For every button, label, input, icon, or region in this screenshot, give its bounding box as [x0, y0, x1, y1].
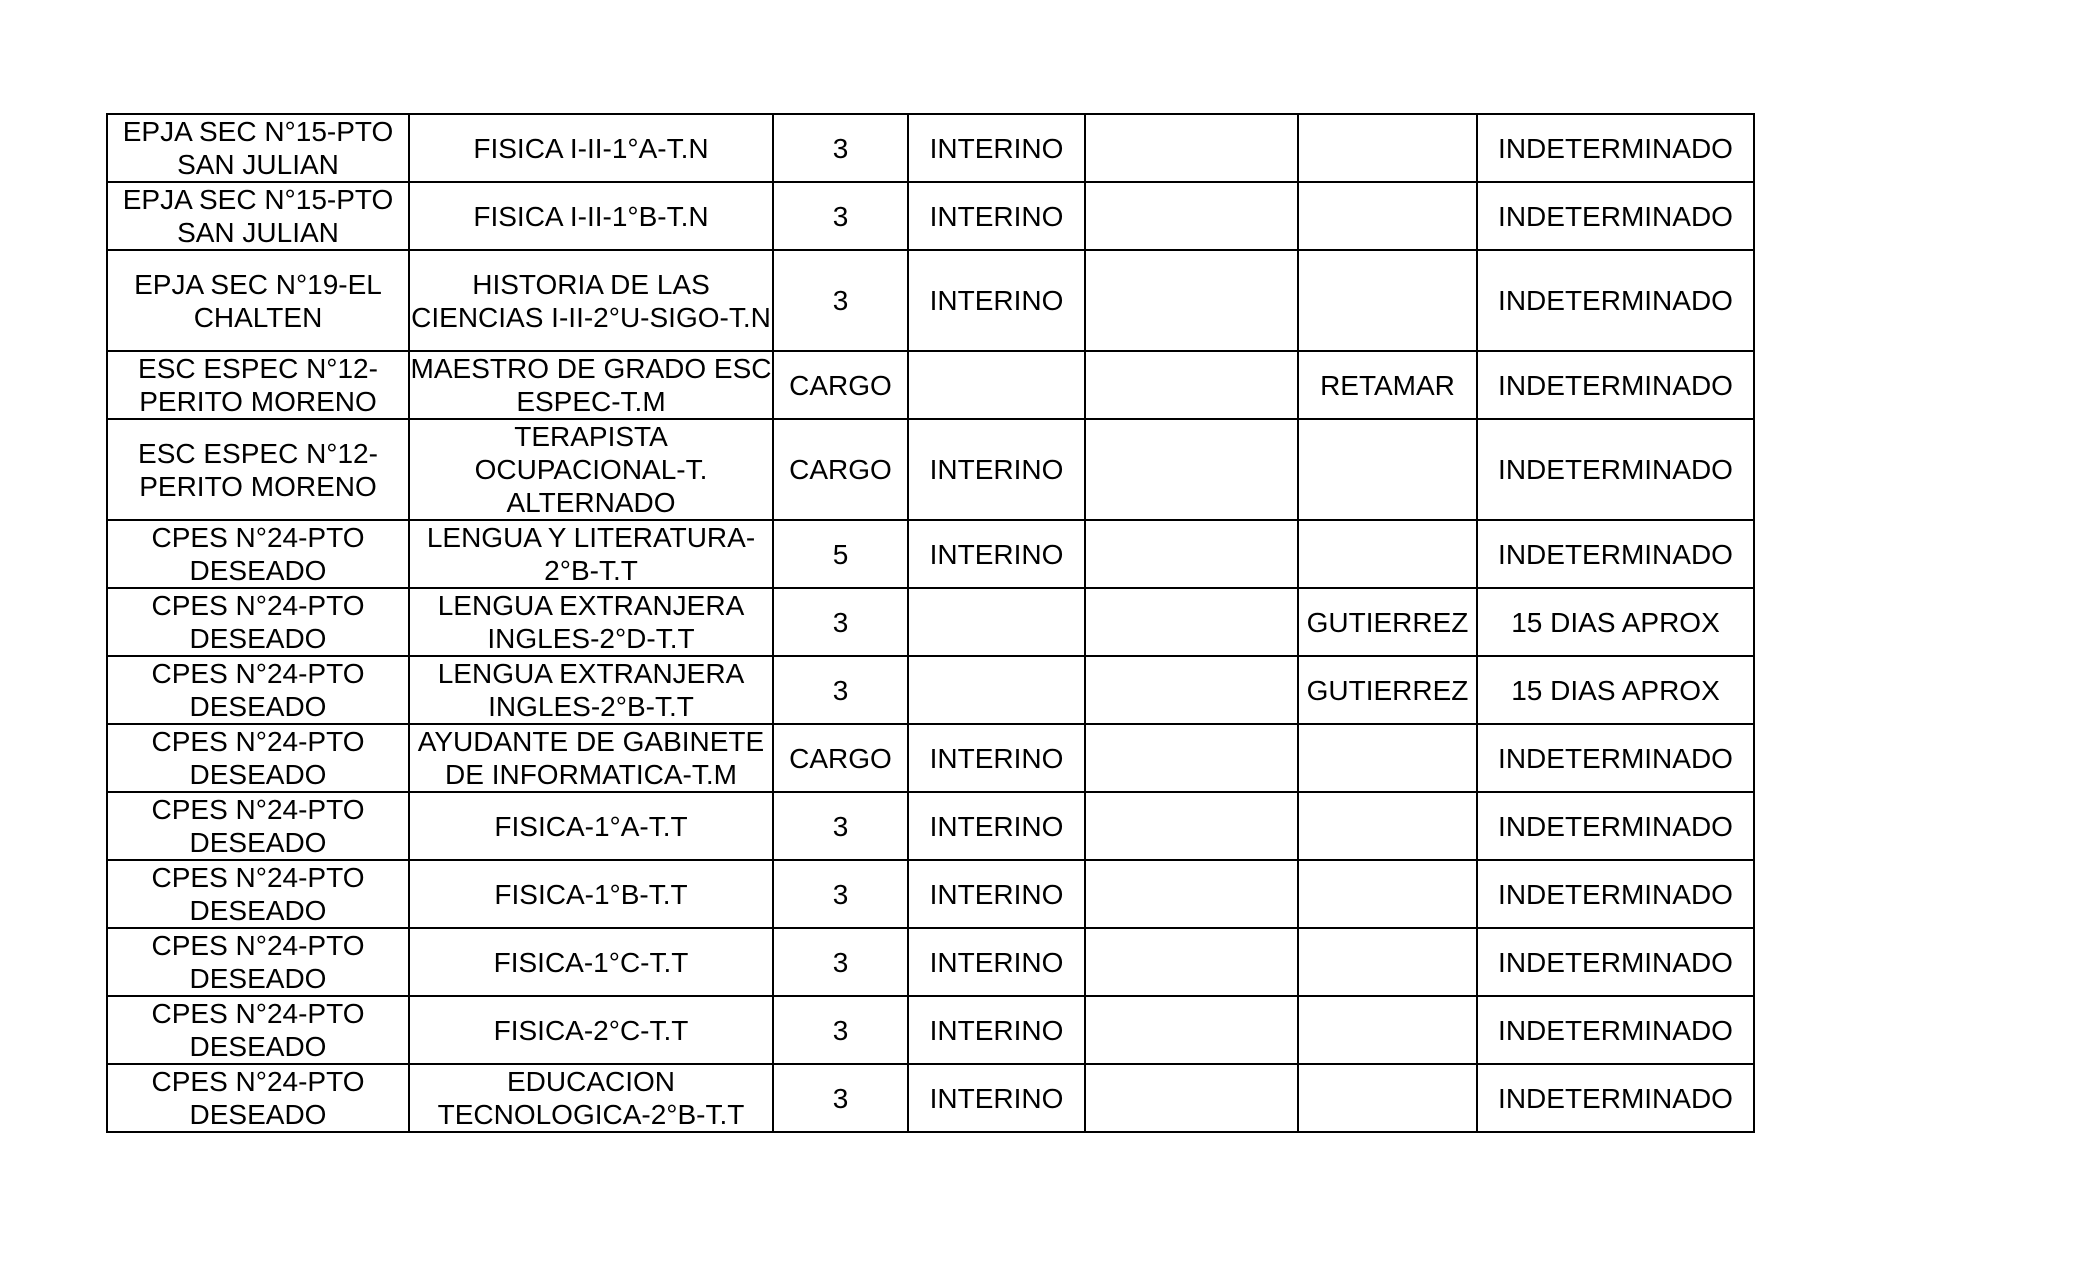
situation-cell	[908, 520, 1085, 588]
hours-text: 3	[832, 200, 849, 232]
duration-text: INDETERMINADO	[1498, 1082, 1733, 1114]
extra-cell	[1085, 419, 1298, 520]
situation-text: INTERINO	[929, 285, 1064, 316]
table-row	[107, 114, 1754, 182]
subject-text: LENGUA EXTRANJERA INGLES-2°D-T.T	[437, 590, 745, 654]
hours-cell	[773, 792, 908, 860]
school-cell	[107, 520, 409, 588]
duration-text: INDETERMINADO	[1498, 538, 1733, 570]
situation-text: INTERINO	[929, 742, 1064, 774]
table-row	[107, 656, 1754, 724]
table-row	[107, 928, 1754, 996]
duration-text: INDETERMINADO	[1498, 200, 1733, 232]
situation-cell	[908, 419, 1085, 520]
duration-text: INDETERMINADO	[1498, 369, 1733, 401]
table-row	[107, 520, 1754, 588]
substitute-text: RETAMAR	[1320, 369, 1455, 401]
duration-text: INDETERMINADO	[1498, 1014, 1733, 1046]
duration-cell	[1477, 656, 1754, 724]
subject-text: AYUDANTE DE GABINETE DE INFORMATICA-T.M	[417, 726, 765, 790]
hours-cell	[773, 182, 908, 250]
situation-cell	[908, 860, 1085, 928]
duration-text: INDETERMINADO	[1498, 878, 1733, 910]
extra-cell	[1085, 250, 1298, 351]
duration-cell	[1477, 419, 1754, 520]
duration-cell	[1477, 792, 1754, 860]
extra-cell	[1085, 656, 1298, 724]
subject-cell	[409, 419, 773, 520]
school-cell	[107, 114, 409, 182]
substitute-cell	[1298, 351, 1477, 419]
substitute-cell	[1298, 656, 1477, 724]
school-cell	[107, 928, 409, 996]
school-cell	[107, 588, 409, 656]
subject-text: HISTORIA DE LAS CIENCIAS I-II-2°U-SIGO-T.N	[411, 268, 771, 333]
situation-text: INTERINO	[929, 132, 1064, 164]
duration-text: 15 DIAS APROX	[1511, 674, 1720, 706]
subject-cell	[409, 928, 773, 996]
hours-text: 3	[832, 132, 849, 164]
subject-cell	[409, 520, 773, 588]
school-cell	[107, 724, 409, 792]
extra-cell	[1085, 724, 1298, 792]
hours-text: 3	[832, 878, 849, 910]
school-text: CPES N°24-PTO DESEADO	[151, 794, 365, 858]
hours-text: 3	[832, 1014, 849, 1046]
school-text: CPES N°24-PTO DESEADO	[151, 658, 365, 722]
school-text: ESC ESPEC N°12-PERITO MORENO	[138, 353, 378, 417]
extra-cell	[1085, 182, 1298, 250]
subject-text: FISICA I-II-1°B-T.N	[473, 200, 709, 232]
subject-text: LENGUA Y LITERATURA-2°B-T.T	[426, 522, 756, 586]
subject-text: LENGUA EXTRANJERA INGLES-2°B-T.T	[437, 658, 745, 722]
duration-cell	[1477, 860, 1754, 928]
duration-cell	[1477, 996, 1754, 1064]
subject-text: FISICA I-II-1°A-T.N	[473, 132, 709, 164]
situation-text: INTERINO	[929, 200, 1064, 232]
school-text: CPES N°24-PTO DESEADO	[151, 862, 365, 926]
hours-cell	[773, 520, 908, 588]
situation-cell	[908, 250, 1085, 351]
duration-cell	[1477, 1064, 1754, 1132]
hours-cell	[773, 114, 908, 182]
duration-cell	[1477, 928, 1754, 996]
extra-cell	[1085, 588, 1298, 656]
school-text: CPES N°24-PTO DESEADO	[151, 726, 365, 790]
substitute-cell	[1298, 928, 1477, 996]
situation-text: INTERINO	[929, 454, 1064, 485]
subject-text: TERAPISTA OCUPACIONAL-T. ALTERNADO	[474, 421, 708, 518]
situation-cell	[908, 588, 1085, 656]
school-cell	[107, 860, 409, 928]
hours-text: 5	[832, 538, 849, 570]
substitute-text: GUTIERREZ	[1306, 606, 1469, 638]
hours-cell	[773, 724, 908, 792]
situation-text: INTERINO	[929, 1014, 1064, 1046]
hours-text: CARGO	[789, 454, 892, 485]
hours-text: 3	[832, 1082, 849, 1114]
school-cell	[107, 1064, 409, 1132]
table-row	[107, 860, 1754, 928]
school-text: CPES N°24-PTO DESEADO	[151, 1066, 365, 1130]
table-row	[107, 419, 1754, 520]
subject-cell	[409, 792, 773, 860]
duration-text: INDETERMINADO	[1498, 810, 1733, 842]
situation-cell	[908, 792, 1085, 860]
hours-text: CARGO	[789, 369, 892, 401]
table-row	[107, 250, 1754, 351]
situation-text: INTERINO	[929, 946, 1064, 978]
school-text: EPJA SEC N°15-PTO SAN JULIAN	[122, 116, 394, 180]
table-body	[107, 114, 1754, 1132]
situation-text: INTERINO	[929, 878, 1064, 910]
vacancies-table	[106, 113, 1755, 1133]
school-cell	[107, 250, 409, 351]
subject-cell	[409, 724, 773, 792]
situation-text: INTERINO	[929, 1082, 1064, 1114]
situation-cell	[908, 114, 1085, 182]
subject-text: MAESTRO DE GRADO ESC ESPEC-T.M	[410, 353, 772, 417]
substitute-cell	[1298, 588, 1477, 656]
substitute-cell	[1298, 724, 1477, 792]
school-text: CPES N°24-PTO DESEADO	[151, 930, 365, 994]
school-text: EPJA SEC N°19-EL CHALTEN	[134, 268, 382, 333]
situation-text: INTERINO	[929, 538, 1064, 570]
substitute-cell	[1298, 996, 1477, 1064]
subject-cell	[409, 588, 773, 656]
duration-cell	[1477, 724, 1754, 792]
hours-cell	[773, 996, 908, 1064]
situation-cell	[908, 182, 1085, 250]
table-row	[107, 351, 1754, 419]
duration-text: INDETERMINADO	[1498, 454, 1733, 485]
table-row	[107, 1064, 1754, 1132]
situation-cell	[908, 996, 1085, 1064]
duration-cell	[1477, 588, 1754, 656]
school-text: ESC ESPEC N°12-PERITO MORENO	[138, 437, 378, 502]
duration-cell	[1477, 351, 1754, 419]
table-row	[107, 792, 1754, 860]
situation-cell	[908, 724, 1085, 792]
subject-cell	[409, 860, 773, 928]
duration-text: INDETERMINADO	[1498, 132, 1733, 164]
subject-text: FISICA-2°C-T.T	[493, 1014, 689, 1046]
substitute-cell	[1298, 860, 1477, 928]
subject-cell	[409, 182, 773, 250]
duration-text: INDETERMINADO	[1498, 285, 1733, 316]
extra-cell	[1085, 351, 1298, 419]
hours-text: 3	[832, 946, 849, 978]
subject-text: FISICA-1°C-T.T	[493, 946, 689, 978]
subject-cell	[409, 351, 773, 419]
extra-cell	[1085, 1064, 1298, 1132]
hours-text: 3	[832, 285, 849, 316]
subject-text: FISICA-1°A-T.T	[494, 810, 688, 842]
subject-text: EDUCACION TECNOLOGICA-2°B-T.T	[437, 1066, 745, 1130]
duration-cell	[1477, 520, 1754, 588]
situation-cell	[908, 1064, 1085, 1132]
hours-cell	[773, 588, 908, 656]
hours-text: 3	[832, 674, 849, 706]
school-cell	[107, 419, 409, 520]
extra-cell	[1085, 520, 1298, 588]
school-text: EPJA SEC N°15-PTO SAN JULIAN	[122, 184, 394, 248]
hours-cell	[773, 928, 908, 996]
substitute-cell	[1298, 1064, 1477, 1132]
subject-cell	[409, 656, 773, 724]
hours-cell	[773, 250, 908, 351]
table-row	[107, 588, 1754, 656]
hours-text: CARGO	[789, 742, 892, 774]
substitute-cell	[1298, 250, 1477, 351]
school-cell	[107, 792, 409, 860]
situation-text: INTERINO	[929, 810, 1064, 842]
duration-text: INDETERMINADO	[1498, 742, 1733, 774]
extra-cell	[1085, 928, 1298, 996]
duration-text: INDETERMINADO	[1498, 946, 1733, 978]
table-row	[107, 182, 1754, 250]
situation-cell	[908, 351, 1085, 419]
hours-cell	[773, 656, 908, 724]
substitute-cell	[1298, 419, 1477, 520]
extra-cell	[1085, 114, 1298, 182]
hours-text: 3	[832, 810, 849, 842]
school-cell	[107, 996, 409, 1064]
subject-text: FISICA-1°B-T.T	[494, 878, 688, 910]
substitute-cell	[1298, 182, 1477, 250]
extra-cell	[1085, 860, 1298, 928]
table-row	[107, 996, 1754, 1064]
school-text: CPES N°24-PTO DESEADO	[151, 522, 365, 586]
duration-cell	[1477, 182, 1754, 250]
substitute-text: GUTIERREZ	[1306, 674, 1469, 706]
extra-cell	[1085, 996, 1298, 1064]
school-text: CPES N°24-PTO DESEADO	[151, 590, 365, 654]
duration-cell	[1477, 250, 1754, 351]
table-row	[107, 724, 1754, 792]
situation-cell	[908, 656, 1085, 724]
subject-cell	[409, 114, 773, 182]
subject-cell	[409, 996, 773, 1064]
school-cell	[107, 182, 409, 250]
school-cell	[107, 656, 409, 724]
situation-cell	[908, 928, 1085, 996]
hours-cell	[773, 860, 908, 928]
substitute-cell	[1298, 520, 1477, 588]
hours-text: 3	[832, 606, 849, 638]
duration-text: 15 DIAS APROX	[1511, 606, 1720, 638]
school-text: CPES N°24-PTO DESEADO	[151, 998, 365, 1062]
subject-cell	[409, 250, 773, 351]
extra-cell	[1085, 792, 1298, 860]
hours-cell	[773, 351, 908, 419]
substitute-cell	[1298, 114, 1477, 182]
hours-cell	[773, 419, 908, 520]
subject-cell	[409, 1064, 773, 1132]
substitute-cell	[1298, 792, 1477, 860]
school-cell	[107, 351, 409, 419]
duration-cell	[1477, 114, 1754, 182]
hours-cell	[773, 1064, 908, 1132]
